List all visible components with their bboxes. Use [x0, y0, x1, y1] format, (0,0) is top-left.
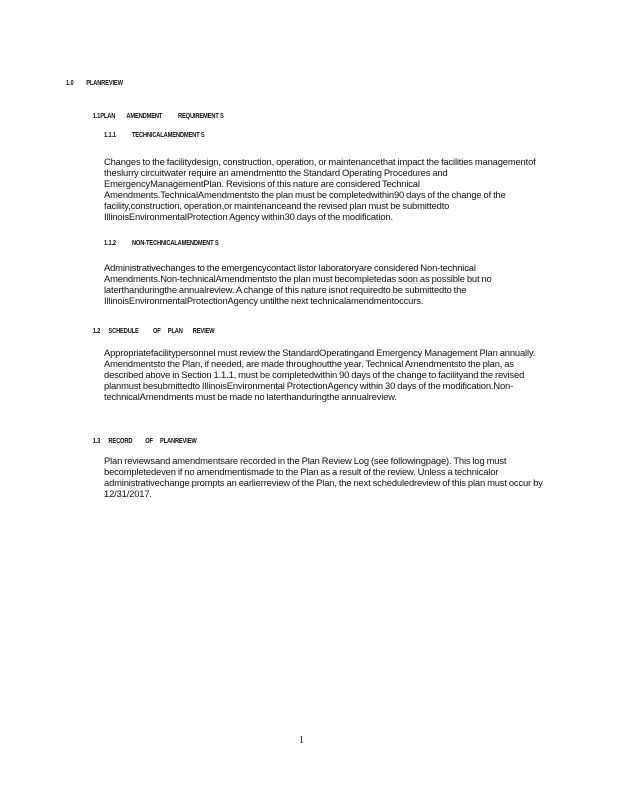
section-title: RECORD OF PLANREVIEW — [108, 438, 197, 445]
section-title: NON-TECHNICALAMENDMENT S — [131, 240, 219, 247]
section-number: 1.3 — [92, 438, 101, 445]
non-technical-amendments-paragraph: Administrativechanges to the emergencycontact listor laboratoryare considered Non-technical Amendments.Non-technicalAmendmentsto the plan must becompletedas soon as possible but no laterthanduringthe annualreview. A change of this nature isnot requiredto be submittedto the IllinoisEnvironmentalProtectionAgency untilthe next technicalamendmentoccurs. — [104, 262, 492, 306]
section-1-3-heading — [87, 431, 197, 452]
section-1-1-heading — [87, 106, 224, 127]
section-number: 1.1 — [92, 113, 101, 120]
section-number: 1.1.2 — [104, 240, 116, 247]
section-number: 1.2 — [92, 328, 101, 335]
section-1-1-2-heading — [104, 240, 219, 247]
section-title: PLANREVIEW — [86, 80, 123, 87]
section-title: SCHEDULE OF PLAN REVIEW — [108, 328, 215, 335]
section-number: 1.1.1 — [104, 132, 116, 139]
section-number: 1.0 — [66, 80, 74, 87]
schedule-paragraph: Appropriatefacilitypersonnel must review the StandardOperatingand Emergency Management Plan annually. Amendmentsto the Plan, if needed, are made throughoutthe year. Technical Amendmentsto the plan, as described above in Section 1.1.1, must be completedwithin 90 days of the change to facilityand the revised planmust besubmittedto IllinoisEnvironmental ProtectionAgency within 30 days of the modification.Non-technicalAmendments must be made no laterthanduringthe annualreview. — [104, 347, 536, 402]
section-1-0-heading — [66, 80, 123, 87]
section-title: TECHNICALAMENDMENT S — [131, 132, 205, 139]
section-1-2-heading — [87, 321, 214, 342]
page-number: 1 — [299, 735, 304, 746]
section-title: PLAN AMENDMENT REQUIREMENT S — [100, 113, 224, 120]
technical-amendments-paragraph: Changes to the facilitydesign, construction, operation, or maintenancethat impact the facilities managementof theslurry circuitwater require an amendmentto the Standard Operating Procedures and EmergencyManagementPlan. Revisions of this nature are considered Technical Amendments.TechnicalAmendmentsto the plan must be completedwithin90 days of the change of the facility,construction, operation,or maintenanceand the revised plan must be submittedto IllinoisEnvironmentalProtection Agency within30 days of the modification. — [104, 156, 536, 222]
section-1-1-1-heading — [104, 132, 205, 139]
record-paragraph: Plan reviewsand amendmentsare recorded in the Plan Review Log (see followingpage). This log must becompletedeven if no amendmentismade to the Plan as a result of the review. Unless a technicalor administrativechange prompts an earlierreview of the Plan, the next scheduledreview of this plan must occur by 12/31/2017. — [104, 455, 543, 499]
